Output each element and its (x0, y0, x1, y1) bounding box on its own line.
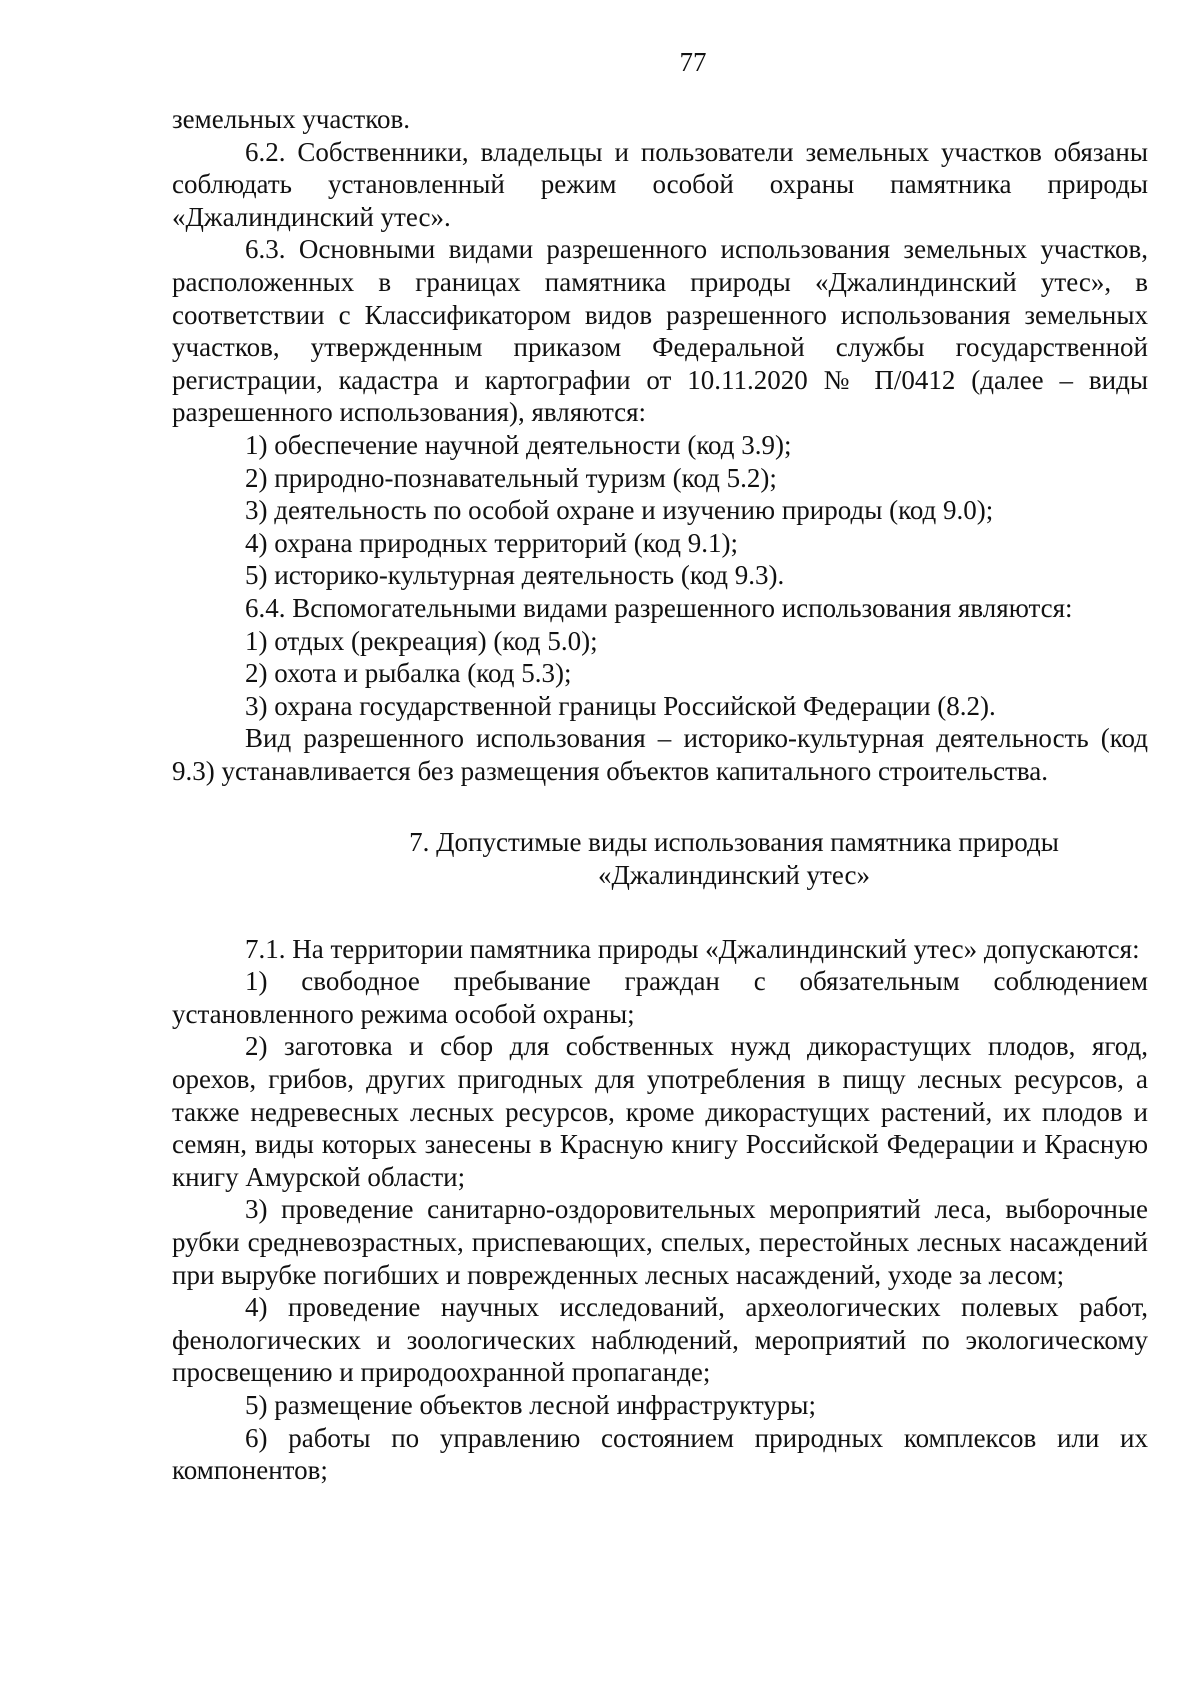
paragraph: 7.1. На территории памятника природы «Джалиндинский утес» допускаются: (245, 933, 1140, 964)
list-item: 1) свободное пребывание граждан с обязательным соблюдением установленного режима особой охраны; (172, 966, 1148, 1029)
list-item: 1) отдых (рекреация) (код 5.0); (245, 625, 598, 656)
section-heading-line-2: «Джалиндинский утес» (598, 860, 870, 891)
document-body (172, 103, 1148, 1487)
paragraph: Вид разрешенного использования – историко-культурная деятельность (код 9.3) устанавливается без размещения объектов капитального строительства. (172, 723, 1148, 786)
list-item: 4) проведение научных исследований, археологических полевых работ, фенологических и зоологических наблюдений, мероприятий по экологическому просвещению и природоохранной пропаганде; (172, 1292, 1148, 1388)
list-item: 2) охота и рыбалка (код 5.3); (245, 658, 572, 689)
page-number: 77 (679, 47, 707, 77)
section-heading (172, 826, 1148, 891)
paragraph: земельных участков. (172, 104, 410, 134)
list-item: 3) проведение санитарно-оздоровительных мероприятий леса, выборочные рубки средневозрастных, приспевающих, спелых, перестойных лесных насаждений при вырубке погибших и поврежденных лесных насаждений, уходе за лесом; (172, 1194, 1148, 1290)
paragraph: 6.4. Вспомогательными видами разрешенного использования являются: (245, 592, 1073, 623)
list-item: 5) историко-культурная деятельность (код 9.3). (245, 560, 785, 591)
list-item: 3) деятельность по особой охране и изучению природы (код 9.0); (245, 495, 994, 526)
list-item: 2) заготовка и сбор для собственных нужд дикорастущих плодов, ягод, орехов, грибов, других пригодных для употребления в пищу лесных ресурсов, а также недревесных лесных ресурсов, кроме дикорастущих растений, их плодов и семян, виды которых занесены в Красную книгу Российской Федерации и Красную книгу Амурской области; (172, 1031, 1148, 1192)
list-item: 6) работы по управлению состоянием природных комплексов или их компонентов; (172, 1422, 1148, 1486)
list-item: 2) природно-познавательный туризм (код 5.2); (245, 462, 777, 493)
paragraph: 6.3. Основными видами разрешенного использования земельных участков, расположенных в границах памятника природы «Джалиндинский утес», в соответствии с Классификатором видов разрешенного использования земельных участков, утвержденным приказом Федеральной службы государственной регистрации, кадастра и картографии от 10.11.2020 № П/0412 (далее – виды разрешенного использования), являются: (172, 234, 1148, 428)
paragraph: 6.2. Собственники, владельцы и пользователи земельных участков обязаны соблюдать установленный режим особой охраны памятника природы «Джалиндинский утес». (172, 136, 1148, 232)
list-item: 5) размещение объектов лесной инфраструктуры; (245, 1389, 816, 1420)
list-item: 1) обеспечение научной деятельности (код 3.9); (245, 429, 792, 460)
list-item: 3) охрана государственной границы Российской Федерации (8.2). (245, 690, 996, 721)
section-heading-line-1: 7. Допустимые виды использования памятника природы (409, 827, 1059, 858)
list-item: 4) охрана природных территорий (код 9.1); (245, 527, 738, 558)
